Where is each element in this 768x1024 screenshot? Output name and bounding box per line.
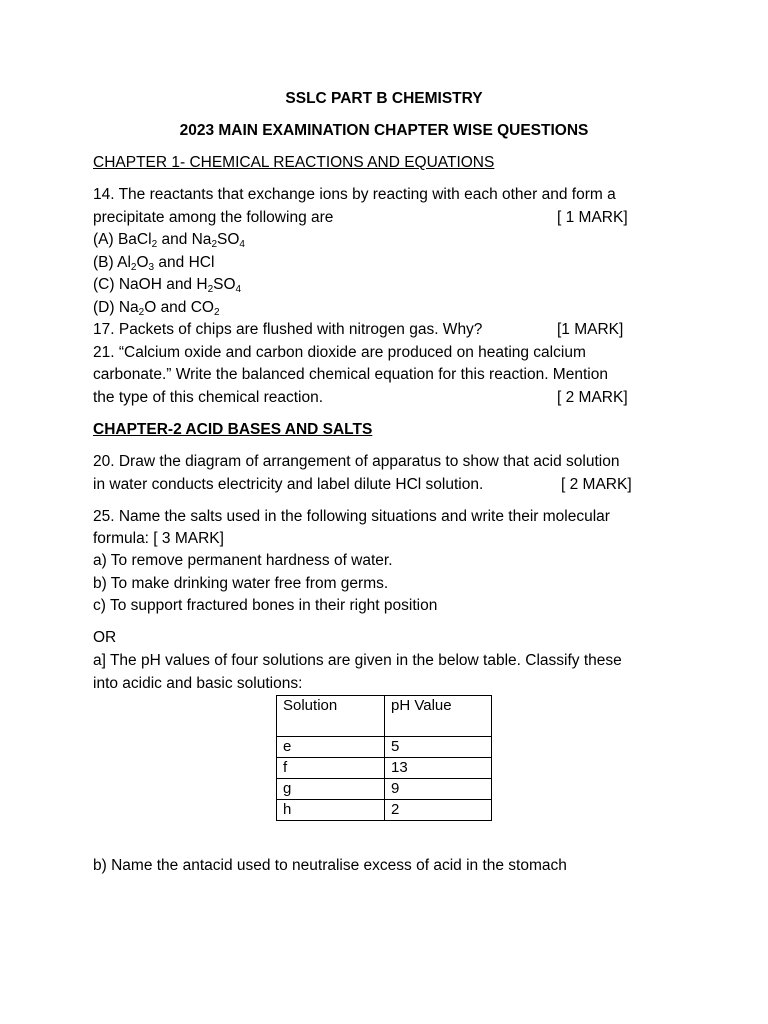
q14-option-a: (A) BaCl$_2$ and $Na_2SO_4$ [93,231,245,250]
table-header-ph: pH Value [385,696,492,737]
table-header-row [277,696,492,737]
table-cell-ph: 9 [385,779,492,800]
table-cell-ph: 13 [385,758,492,779]
q17-mark: [1 MARK] [557,321,624,338]
q14-line1: 14. The reactants that exchange ions by reacting with each other and form a [93,186,616,203]
q21-line3: the type of this chemical reaction. [93,389,324,406]
q25-line2: formula: [ 3 MARK] [93,530,224,547]
alt-a-line1: a] The pH values of four solutions are given in the below table. Classify these [93,652,622,669]
chapter2-heading: CHAPTER-2 ACID BASES AND SALTS [93,421,373,438]
table-row [277,779,492,800]
table-cell-ph: 2 [385,800,492,821]
q25-item-a: a) To remove permanent hardness of water. [93,552,393,569]
or-separator: OR [93,629,117,646]
q25-line1: 25. Name the salts used in the following situations and write their molecular [93,508,610,525]
q20-mark: [ 2 MARK] [561,476,632,493]
q20-line1: 20. Draw the diagram of arrangement of apparatus to show that acid solution [93,453,620,470]
table-row [277,737,492,758]
q17-text: 17. Packets of chips are flushed with nitrogen gas. Why? [93,321,483,338]
q14-mark: [ 1 MARK] [557,209,628,226]
q25-item-c: c) To support fractured bones in their right position [93,597,438,614]
q14-option-d: (D) $Na_2O$ and $CO_2$ [93,299,220,318]
table-row [277,758,492,779]
document-title: SSLC PART B CHEMISTRY [285,90,483,107]
table-cell-solution: f [277,758,385,779]
q21-line1: 21. “Calcium oxide and carbon dioxide are produced on heating calcium [93,344,586,361]
alt-a-line2: into acidic and basic solutions: [93,675,303,692]
q21-mark: [ 2 MARK] [557,389,628,406]
q25-item-b: b) To make drinking water free from germs. [93,575,389,592]
q14-option-c: (C) NaOH and $H_2SO_4$ [93,276,242,295]
table-header-solution: Solution [277,696,385,737]
q20-line2: in water conducts electricity and label dilute HCl solution. [93,476,484,493]
document-subtitle: 2023 MAIN EXAMINATION CHAPTER WISE QUESTIONS [179,122,589,139]
table-cell-solution: h [277,800,385,821]
table-row [277,800,492,821]
alt-b-text: b) Name the antacid used to neutralise excess of acid in the stomach [93,857,567,874]
q14-option-b: (B) $Al_2O_3$ and HCl [93,254,215,273]
chapter1-heading: CHAPTER 1- CHEMICAL REACTIONS AND EQUATIONS [93,154,495,171]
table-cell-solution: e [277,737,385,758]
table-cell-ph: 5 [385,737,492,758]
ph-table [276,695,492,821]
q21-line2: carbonate.” Write the balanced chemical equation for this reaction. Mention [93,366,608,383]
q14-line2: precipitate among the following are [93,209,334,226]
table-cell-solution: g [277,779,385,800]
